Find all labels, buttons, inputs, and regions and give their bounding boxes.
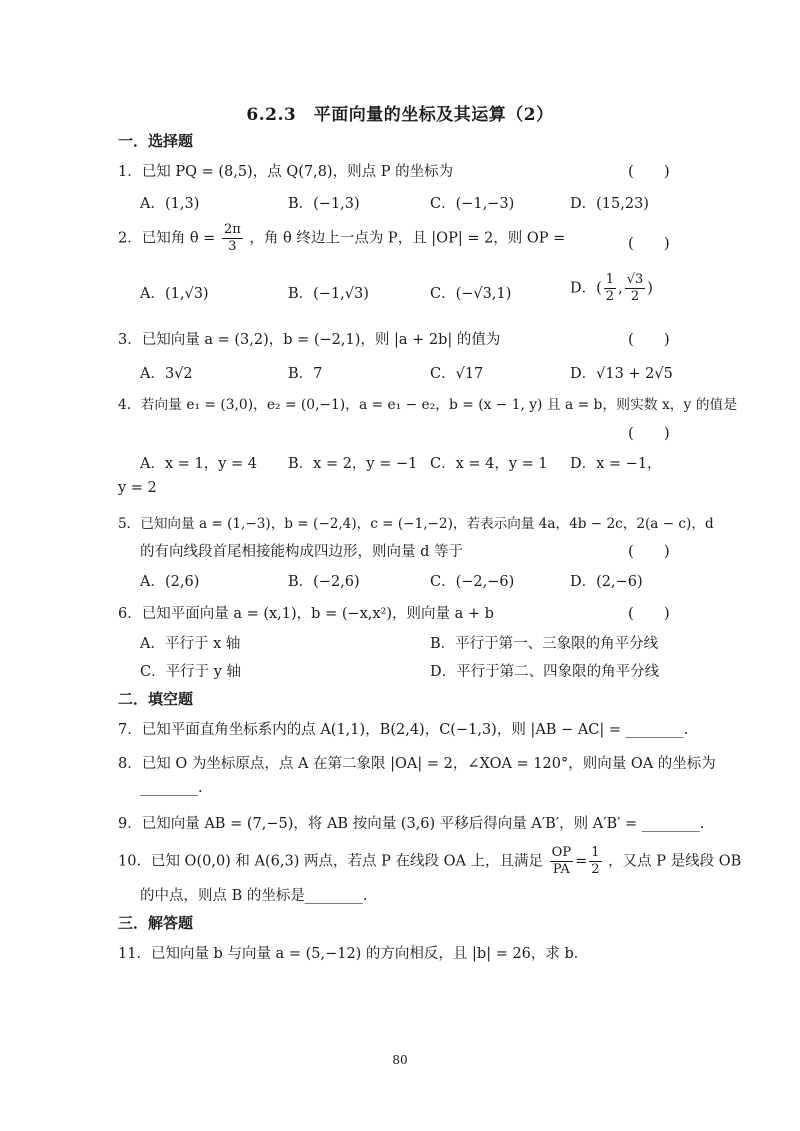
fraction-numerator: 1 <box>591 845 600 860</box>
question-4-option-c: C．x = 4，y = 1 <box>430 456 548 472</box>
question-6-option-d: D．平行于第二、四象限的角平分线 <box>430 664 660 680</box>
question-3-stem: 3．已知向量 a = (3,2)，b = (−2,1)，则 |a + 2b| 的值为 <box>118 332 501 348</box>
question-4-option-a: A．x = 1，y = 4 <box>140 456 258 472</box>
question-1-option-d: D．(15,23) <box>570 196 649 212</box>
question-11-stem: 11．已知向量 b 与向量 a = (5,−12) 的方向相反，且 |b| = 26，求 b． <box>118 946 589 962</box>
fraction-denominator: 2 <box>591 862 600 877</box>
question-5-stem-line-2: 的有向线段首尾相接能构成四边形，则向量 d 等于 <box>140 544 463 560</box>
question-3-answer-bracket: ( ) <box>628 330 670 348</box>
question-3-option-c: C．√17 <box>430 366 484 382</box>
question-6-answer-bracket: ( ) <box>628 604 670 622</box>
equals-sign: = <box>575 853 588 870</box>
question-5-option-c: C．(−2,−6) <box>430 574 515 590</box>
question-10-stem-line-2: 的中点，则点 B 的坐标是________. <box>140 888 368 904</box>
question-10-stem-end: ，又点 P 是线段 OB <box>608 853 742 870</box>
question-4-stem: 4．若向量 e₁ = (3,0)，e₂ = (0,−1)，a = e₁ − e₂，b = (x − 1, y) 且 a = b，则实数 x，y 的值是 <box>118 397 738 413</box>
question-3-option-d: D．√13 + 2√5 <box>570 366 673 382</box>
question-7-stem: 7．已知平面直角坐标系内的点 A(1,1)，B(2,4)，C(−1,3)，则 |AB − AC| = ________. <box>118 722 689 738</box>
question-4-option-d: D．x = −1， <box>570 456 662 472</box>
question-1-option-c: C．(−1,−3) <box>430 196 515 212</box>
question-9-stem: 9．已知向量 AB = (7,−5)，将 AB 按向量 (3,6) 平移后得向量 A′B′，则 A′B′ = ________. <box>118 816 705 832</box>
question-6-option-c: C．平行于 y 轴 <box>140 664 242 680</box>
question-8-stem: 8．已知 O 为坐标原点，点 A 在第二象限 |OA| = 2，∠XOA = 120°，则向量 OA 的坐标为 <box>118 756 716 772</box>
question-2-answer-bracket: ( ) <box>628 234 670 252</box>
fraction-numerator: √3 <box>626 272 644 287</box>
page-number: 80 <box>392 1053 408 1067</box>
question-4-option-d-continued: y = 2 <box>118 480 157 496</box>
question-6-option-a: A．平行于 x 轴 <box>140 636 241 652</box>
fraction-numerator: OP <box>551 845 572 860</box>
fraction-numerator: 2π <box>223 222 241 237</box>
question-2-angle-fraction <box>222 222 243 255</box>
question-5-option-d: D．(2,−6) <box>570 574 643 590</box>
question-2-stem-start: 2．已知角 θ = <box>118 230 216 247</box>
fraction-denominator: 2 <box>605 289 615 304</box>
question-1-stem: 1．已知 PQ = (8,5)，点 Q(7,8)，则点 P 的坐标为 <box>118 164 454 180</box>
fraction-denominator: PA <box>552 862 570 877</box>
fraction-denominator: 2 <box>630 289 640 304</box>
question-2-option-d: D．( $\frac{1}{2}$ , $\frac{√3}{2}$ ) <box>570 272 653 304</box>
question-10-ratio-fraction <box>550 845 573 878</box>
fraction-denominator: 3 <box>228 239 237 254</box>
question-10-value-fraction <box>589 845 601 878</box>
question-6-stem: 6．已知平面向量 a = (x,1)，b = (−x,x²)，则向量 a + b <box>118 606 494 622</box>
question-5-stem-line-1: 5．已知向量 a = (1,−3)，b = (−2,4)，c = (−1,−2)，若表示向量 4a，4b − 2c，2(a − c)，d <box>118 516 714 532</box>
page-title: 6.2.3 平面向量的坐标及其运算（2） <box>246 105 554 125</box>
question-10-stem-start: 10．已知 O(0,0) 和 A(6,3) 两点，若点 P 在线段 OA 上，且满足 <box>118 853 544 870</box>
fraction-numerator: 1 <box>605 272 615 287</box>
question-3-option-a: A．3√2 <box>140 366 193 382</box>
section-solution-heading: 三．解答题 <box>118 914 194 932</box>
option-d-fraction-2 <box>625 272 646 305</box>
question-2-option-a: A．(1,√3) <box>140 286 209 302</box>
section-choice-heading: 一．选择题 <box>118 132 194 150</box>
question-6-option-b: B．平行于第一、三象限的角平分线 <box>430 636 659 652</box>
question-1-option-a: A．(1,3) <box>140 196 200 212</box>
question-1-answer-bracket: ( ) <box>628 162 670 180</box>
question-5-option-b: B．(−2,6) <box>288 574 360 590</box>
question-1-option-b: B．(−1,3) <box>288 196 360 212</box>
option-d-close: ) <box>647 280 653 297</box>
question-5-option-a: A．(2,6) <box>140 574 200 590</box>
option-d-fraction-1 <box>604 272 616 305</box>
question-2-option-b: B．(−1,√3) <box>288 286 369 302</box>
question-4-answer-bracket: ( ) <box>628 424 670 442</box>
question-5-answer-bracket: ( ) <box>628 542 670 560</box>
question-2-stem <box>118 222 565 255</box>
question-10-stem <box>118 845 741 878</box>
question-2-option-c: C．(−√3,1) <box>430 286 512 302</box>
option-d-open: D．( <box>570 280 602 297</box>
question-2-stem-end: ，角 θ 终边上一点为 P，且 |OP| = 2，则 OP = <box>249 230 566 247</box>
question-8-blank: ________. <box>140 780 203 796</box>
question-4-option-b: B．x = 2，y = −1 <box>288 456 418 472</box>
section-fill-in-heading: 二．填空题 <box>118 690 194 708</box>
question-3-option-b: B．7 <box>288 366 323 382</box>
